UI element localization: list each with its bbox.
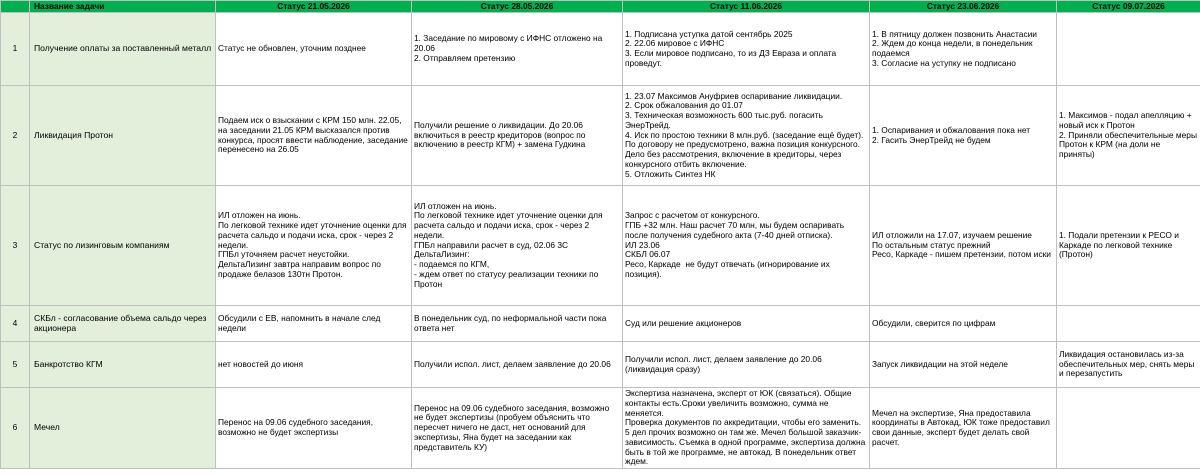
header-status-5[interactable]: Статус 09.07.2026 — [1057, 1, 1200, 13]
status-cell[interactable]: Обсудили, сверится по цифрам — [870, 306, 1057, 342]
status-cell[interactable]: Запрос с расчетом от конкурсного. ГПБ +32 млн. Наш расчет 70 млн, мы будем оспаривать после получения судебного акта (7-40 дней отписка). ИЛ 23.06 СКБЛ 06.07 Ресо, Каркаде не будут отвечать (игнорирование их позиция). — [623, 186, 870, 306]
status-cell[interactable]: Получили испол. лист, делаем заявление до 20.06 (ликвидация сразу) — [623, 342, 870, 388]
row-number[interactable]: 6 — [1, 388, 30, 469]
task-name-cell[interactable]: Мечел — [30, 388, 216, 469]
task-name-cell[interactable]: Ликвидация Протон — [30, 86, 216, 186]
status-cell[interactable]: 1. Максимов - подал апелляцию + новый иск к Протон 2. Приняли обеспечительные меры Протон к КРМ (на доли не приняты) — [1057, 86, 1200, 186]
task-name-cell[interactable]: Получение оплаты за поставленный металл — [30, 13, 216, 86]
status-cell[interactable]: Суд или решение акционеров — [623, 306, 870, 342]
status-cell[interactable]: Ликвидация остановилась из-за обеспечительных мер, снять меры и перезапустить — [1057, 342, 1200, 388]
task-name-cell[interactable]: СКБл - согласование объема сальдо через акционера — [30, 306, 216, 342]
status-cell[interactable]: Обсудили с ЕВ, напомнить в начале след недели — [216, 306, 412, 342]
status-cell[interactable]: 1. В пятницу должен позвонить Анастасии 2. Ждем до конца недели, в понедельник подаемся 3. Согласие на уступку не подписано — [870, 13, 1057, 86]
status-cell[interactable]: В понедельник суд, по неформальной части пока ответа нет — [412, 306, 623, 342]
status-cell[interactable]: 1. Подали претензии к РЕСО и Каркаде по легковой технике (Протон) — [1057, 186, 1200, 306]
status-cell[interactable]: нет новостей до июня — [216, 342, 412, 388]
task-name-cell[interactable]: Статус по лизинговым компаниям — [30, 186, 216, 306]
header-task-name[interactable]: Название задачи — [30, 1, 216, 13]
status-cell[interactable]: 1. Оспаривания и обжалования пока нет 2. Гасить ЭнерТрейд не будем — [870, 86, 1057, 186]
row-number[interactable]: 5 — [1, 342, 30, 388]
status-cell[interactable]: Перенос на 09.06 судебного заседания, возможно не будет экспертизы — [216, 388, 412, 469]
status-cell[interactable]: Подаем иск о взыскании с КРМ 150 млн. 22.05, на заседании 21.05 КРМ высказался против конкурса, просят ввести наблюдение, заседание перенесено на 26.05 — [216, 86, 412, 186]
status-cell[interactable]: ИЛ отложили на 17.07, изучаем решение По остальным статус прежний Ресо, Каркаде - пишем претензии, потом иски — [870, 186, 1057, 306]
status-cell[interactable]: ИЛ отложен на июнь. По легковой технике идет уточнение оценки для расчета сальдо и подачи иска, срок - через 2 недели. ГПБл уточняем расчет неустойки. ДельтаЛизинг завтра направим вопрос по продаже белазов 130тн Протон. — [216, 186, 412, 306]
table-row — [1, 342, 1200, 388]
header-status-2[interactable]: Статус 28.05.2026 — [412, 1, 623, 13]
status-cell[interactable]: 1. Подписана уступка датой сентябрь 2025 2. 22.06 мировое с ИФНС 3. Если мировое подписано, то из ДЗ Евраза и оплата проведут. — [623, 13, 870, 86]
header-status-1[interactable]: Статус 21.05.2026 — [216, 1, 412, 13]
status-cell[interactable]: Запуск ликвидации на этой неделе — [870, 342, 1057, 388]
status-cell[interactable] — [1057, 388, 1200, 469]
status-cell[interactable] — [1057, 13, 1200, 86]
status-cell[interactable]: Экспертиза назначена, эксперт от ЮК (связаться). Общие контакты есть.Сроки увеличить возможно, сумма не меняется. Проверка документов по аккредитации, чтобы его заменить. 5 дел прочих возможно он там же. Мечел большой заказчик-зависимость. Съемка в одной программе, экспертиза должна быть в той же программе, не автокад. В понедельник ответ ждем. — [623, 388, 870, 469]
table-row — [1, 388, 1200, 469]
header-number[interactable] — [1, 1, 30, 13]
status-cell[interactable]: Мечел на экспертизе, Яна предоставила координаты в Автокад, ЮК тоже предоставил свои данные, эксперт будет делать свой расчет. — [870, 388, 1057, 469]
status-cell[interactable]: 1. 23.07 Максимов Ануфриев оспаривание ликвидации. 2. Срок обжалования до 01.07 3. Техническая возможность 600 тыс.руб. погасить ЭнерТрейд. 4. Иск по простою техники 8 млн.руб. (заседание ещё будет). По договору не предусмотрено, важна позиция конкурсного. Дело без рассмотрения, включение в кредиторы, через конкурсного отбить включение. 5. Отложить Синтез НК — [623, 86, 870, 186]
row-number[interactable]: 1 — [1, 13, 30, 86]
table-row — [1, 86, 1200, 186]
status-cell[interactable]: Статус не обновлен, уточним позднее — [216, 13, 412, 86]
row-number[interactable]: 2 — [1, 86, 30, 186]
table-row — [1, 13, 1200, 86]
status-cell[interactable]: Получили решение о ликвидации. До 20.06 включиться в реестр кредиторов (вопрос по включению в реестр КГМ) + замена Гудкина — [412, 86, 623, 186]
status-cell[interactable]: ИЛ отложен на июнь. По легковой технике идет уточнение оценки для расчета сальдо и подачи иска, срок - через 2 недели. ГПБл направили расчет в суд, 02.06 3С ДельтаЛизинг: - подаемся по КГМ, - ждем ответ по статусу реализации техники по Протон — [412, 186, 623, 306]
table-row — [1, 306, 1200, 342]
header-row — [1, 1, 1200, 13]
row-number[interactable]: 4 — [1, 306, 30, 342]
table-row — [1, 186, 1200, 306]
header-status-4[interactable]: Статус 23.06.2026 — [870, 1, 1057, 13]
status-cell[interactable] — [1057, 306, 1200, 342]
status-cell[interactable]: Перенос на 09.06 судебного заседания, возможно не будет экспертизы (пробуем объяснить что пересчет ничего не даст, нет оснований для экспертизы, Яна будет на заседании как представитель КУ) — [412, 388, 623, 469]
status-cell[interactable]: 1. Заседание по мировому с ИФНС отложено на 20.06 2. Отправляем претензию — [412, 13, 623, 86]
status-cell[interactable]: Получили испол. лист, делаем заявление до 20.06 — [412, 342, 623, 388]
task-name-cell[interactable]: Банкротство КГМ — [30, 342, 216, 388]
header-status-3[interactable]: Статус 11.06.2026 — [623, 1, 870, 13]
row-number[interactable]: 3 — [1, 186, 30, 306]
